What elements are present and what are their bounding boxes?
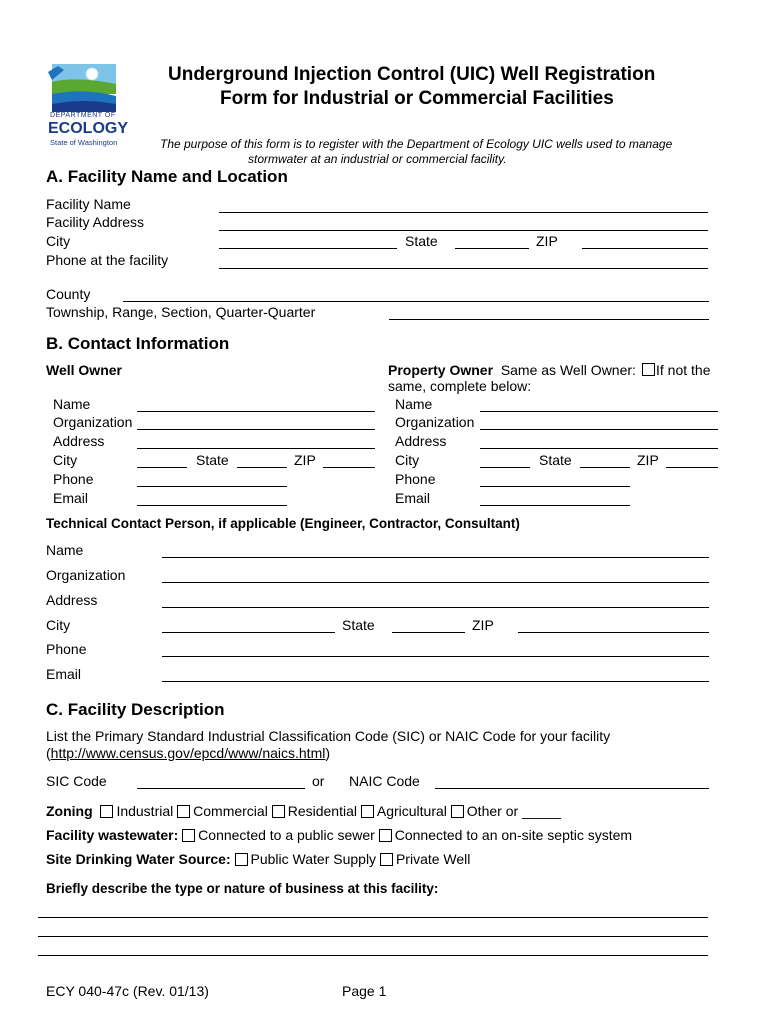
prop-phone-label: Phone [395, 471, 436, 487]
zoning-residential-checkbox[interactable] [272, 805, 285, 818]
prop-city-label: City [395, 452, 420, 468]
tech-zip-label: ZIP [472, 617, 494, 633]
zoning-other-label: Other or _____ [466, 803, 561, 819]
form-id: ECY 040-47c (Rev. 01/13) [46, 983, 209, 999]
well-owner-heading: Well Owner [46, 362, 122, 378]
prop-address-field[interactable] [480, 448, 718, 449]
owner-city-field[interactable] [137, 467, 187, 468]
form-title-line1: Underground Injection Control (UIC) Well Registration [168, 64, 656, 85]
page-number: Page 1 [342, 983, 387, 999]
owner-phone-field[interactable] [137, 486, 287, 487]
section-c-heading: C. Facility Description [46, 700, 225, 719]
property-owner-heading [388, 362, 636, 378]
tech-email-label: Email [46, 666, 82, 682]
owner-email-label: Email [53, 490, 89, 506]
zoning-commercial-label: Commercial [193, 803, 268, 819]
wastewater-row [46, 827, 632, 843]
public-water-label: Public Water Supply [250, 851, 377, 867]
owner-email-field[interactable] [137, 505, 287, 506]
prop-address-label: Address [395, 433, 447, 449]
city-label: City [46, 233, 71, 249]
prop-email-label: Email [395, 490, 431, 506]
phone-field[interactable] [219, 268, 708, 269]
property-owner-label: Property Owner [388, 362, 494, 378]
private-well-label: Private Well [395, 851, 471, 867]
sic-prompt-line1: List the Primary Standard Industrial Classification Code (SIC) or NAIC Code for your facility [46, 728, 611, 744]
zoning-agricultural-label: Agricultural [376, 803, 447, 819]
same-as-well-owner-checkbox[interactable] [642, 363, 655, 376]
county-field[interactable] [123, 301, 709, 302]
township-label: Township, Range, Section, Quarter-Quarter [46, 304, 316, 320]
drinking-water-label: Site Drinking Water Source: [46, 851, 231, 867]
naics-link[interactable]: http://www.census.gov/epcd/www/naics.html [50, 745, 326, 761]
private-well-checkbox[interactable] [380, 853, 393, 866]
zoning-commercial-checkbox[interactable] [177, 805, 190, 818]
logo-line2: ECOLOGY [48, 120, 129, 137]
sic-code-label: SIC Code [46, 773, 107, 789]
state-field[interactable] [455, 248, 529, 249]
owner-address-field[interactable] [137, 448, 375, 449]
zoning-industrial-label: Industrial [116, 803, 174, 819]
owner-name-field[interactable] [137, 411, 375, 412]
technical-contact-heading: Technical Contact Person, if applicable (Engineer, Contractor, Consultant) [46, 516, 520, 531]
zoning-industrial-checkbox[interactable] [100, 805, 113, 818]
zip-label: ZIP [536, 233, 558, 249]
facility-address-label: Facility Address [46, 214, 145, 230]
tech-name-label: Name [46, 542, 84, 558]
tech-name-field[interactable] [162, 557, 709, 558]
logo-line1: DEPARTMENT OF [50, 112, 116, 119]
describe-business-line1[interactable] [38, 917, 708, 918]
owner-org-label: Organization [53, 414, 133, 430]
same-complete-text: same, complete below: [388, 378, 532, 394]
zip-field[interactable] [582, 248, 708, 249]
facility-name-field[interactable] [219, 212, 708, 213]
prop-zip-label: ZIP [637, 452, 659, 468]
tech-phone-label: Phone [46, 641, 87, 657]
prop-zip-field[interactable] [666, 467, 718, 468]
tech-address-field[interactable] [162, 607, 709, 608]
section-b-heading: B. Contact Information [46, 334, 230, 353]
prop-org-label: Organization [395, 414, 475, 430]
describe-business-line2[interactable] [38, 936, 708, 937]
owner-address-label: Address [53, 433, 105, 449]
township-field[interactable] [389, 319, 709, 320]
state-label: State [405, 233, 438, 249]
septic-checkbox[interactable] [379, 829, 392, 842]
sic-prompt-line2 [46, 745, 330, 761]
tech-email-field[interactable] [162, 681, 709, 682]
zoning-other-checkbox[interactable] [451, 805, 464, 818]
paren-open: ( [46, 745, 51, 761]
prop-city-field[interactable] [480, 467, 530, 468]
purpose-line2: stormwater at an industrial or commercial facility. [248, 152, 507, 166]
tech-phone-field[interactable] [162, 656, 709, 657]
describe-business-line3[interactable] [38, 955, 708, 956]
sic-code-field[interactable] [137, 788, 305, 789]
describe-business-prompt: Briefly describe the type or nature of business at this facility: [46, 881, 439, 896]
city-field[interactable] [219, 248, 397, 249]
owner-name-label: Name [53, 396, 91, 412]
owner-zip-label: ZIP [294, 452, 316, 468]
washington-state-logo-icon [44, 60, 124, 120]
owner-org-field[interactable] [137, 429, 375, 430]
paren-close: ) [325, 745, 331, 761]
tech-address-label: Address [46, 592, 98, 608]
tech-org-label: Organization [46, 567, 126, 583]
septic-label: Connected to an on-site septic system [394, 827, 633, 843]
purpose-line1: The purpose of this form is to register with the Department of Ecology UIC wells used to manage [160, 137, 673, 151]
ecology-logo [44, 60, 129, 152]
prop-name-label: Name [395, 396, 433, 412]
zoning-residential-label: Residential [287, 803, 357, 819]
logo-line3: State of Washington [50, 138, 118, 147]
prop-email-field[interactable] [480, 505, 630, 506]
zoning-agricultural-checkbox[interactable] [361, 805, 374, 818]
tech-city-label: City [46, 617, 71, 633]
tech-state-field[interactable] [392, 632, 465, 633]
owner-state-field[interactable] [237, 467, 287, 468]
public-sewer-label: Connected to a public sewer [198, 827, 375, 843]
naic-code-field[interactable] [435, 788, 709, 789]
phone-label: Phone at the facility [46, 252, 169, 268]
owner-city-label: City [53, 452, 78, 468]
tech-city-field[interactable] [162, 632, 335, 633]
facility-address-field[interactable] [219, 230, 708, 231]
if-not-text: If not the [656, 362, 711, 378]
tech-state-label: State [342, 617, 375, 633]
section-a-heading: A. Facility Name and Location [46, 167, 288, 186]
prop-state-label: State [539, 452, 572, 468]
owner-phone-label: Phone [53, 471, 94, 487]
zoning-label: Zoning [46, 803, 93, 819]
or-label: or [312, 773, 325, 789]
prop-name-field[interactable] [480, 411, 718, 412]
naic-code-label: NAIC Code [349, 773, 420, 789]
prop-phone-field[interactable] [480, 486, 630, 487]
facility-name-label: Facility Name [46, 196, 131, 212]
owner-zip-field[interactable] [323, 467, 375, 468]
public-sewer-checkbox[interactable] [182, 829, 195, 842]
county-label: County [46, 286, 91, 302]
zoning-row [46, 803, 561, 819]
owner-state-label: State [196, 452, 229, 468]
tech-zip-field[interactable] [518, 632, 709, 633]
public-water-checkbox[interactable] [235, 853, 248, 866]
prop-org-field[interactable] [480, 429, 718, 430]
drinking-water-row [46, 851, 470, 867]
tech-org-field[interactable] [162, 582, 709, 583]
wastewater-label: Facility wastewater: [46, 827, 179, 843]
same-as-text: Same as Well Owner: [500, 362, 636, 378]
prop-state-field[interactable] [580, 467, 630, 468]
form-title-line2: Form for Industrial or Commercial Facilities [220, 88, 614, 109]
